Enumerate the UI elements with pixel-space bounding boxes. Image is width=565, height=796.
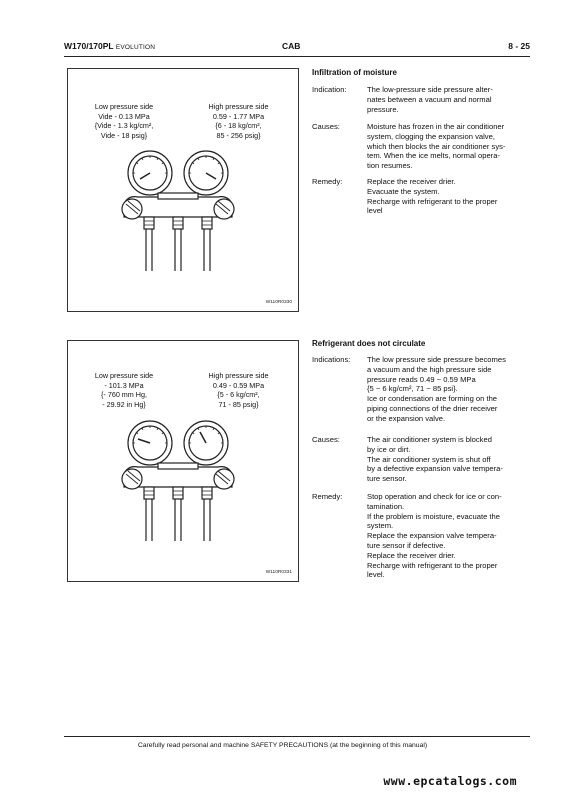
website-watermark[interactable]: www.epcatalogs.com (383, 774, 517, 788)
entry-moisture-indication (312, 85, 534, 114)
header-section: CAB (282, 41, 301, 51)
entry-line: Stop operation and check for ice or con- (367, 492, 502, 501)
entry-line: tion resumes. (367, 161, 413, 171)
entry-line: The low-pressure side pressure alter- (367, 85, 493, 94)
header-divider (64, 56, 530, 57)
figure-text-line: 0.49 - 0.59 MPa (212, 380, 265, 390)
entry-line: which then blocks the air conditioner sys- (367, 141, 506, 151)
entry-line: Evacuate the system. (367, 186, 440, 196)
entry-line: piping connections of the drier receiver (367, 403, 498, 413)
entry-description (367, 355, 534, 424)
entry-line: tamination. (367, 501, 405, 511)
figure-moisture (67, 68, 299, 312)
entry-description (367, 435, 534, 484)
entry-line: Recharge with refrigerant to the proper (367, 196, 498, 206)
entry-line: {5 ~ 6 kg/cm², 71 ~ 85 psi}. (367, 384, 458, 394)
manifold-gauge-illustration (108, 149, 258, 274)
entry-line: If the problem is moisture, evacuate the (367, 511, 500, 521)
entry-line: by ice or dirt. (367, 444, 411, 454)
entry-line: The low pressure side pressure becomes (367, 355, 506, 364)
entry-term: Remedy: (312, 177, 343, 186)
footer-safety-note: Carefully read personal and machine SAFETY PRECAUTIONS (at the beginning of this manual) (137, 742, 428, 749)
entry-line: Ice or condensation are forming on the (367, 394, 498, 404)
header-page-number: 8 - 25 (508, 41, 530, 51)
figure-text-line: 71 - 85 psig} (218, 399, 259, 409)
figure-text-line: Low pressure side (94, 102, 154, 111)
entry-line: a vacuum and the high pressure side (367, 364, 492, 374)
section-title-moisture: Infiltration of moisture (312, 68, 397, 77)
entry-circulation-causes (312, 435, 534, 484)
entry-line: system. (367, 521, 394, 531)
figure-no-circulation (67, 340, 299, 582)
header-model (64, 41, 155, 51)
entry-line: system, clogging the expansion valve, (367, 131, 495, 141)
entry-description (367, 177, 534, 216)
entry-line: Recharge with refrigerant to the proper (367, 560, 498, 570)
entry-term: Indication: (312, 85, 347, 94)
manifold-gauge-illustration (108, 419, 258, 544)
figure-label: W110R0331 (265, 570, 292, 575)
figure-text-line: {- 760 mm Hg, (101, 390, 147, 399)
entry-moisture-causes (312, 122, 534, 171)
figure-text-line: {Vide - 1.3 kg/cm², (94, 121, 154, 130)
entry-line: level. (367, 570, 385, 580)
entry-line: ture sensor if defective. (367, 540, 446, 550)
entry-term: Causes: (312, 122, 340, 131)
header-model-suffix: EVOLUTION (115, 44, 156, 51)
entry-line: tem. When the ice melts, normal opera- (367, 151, 500, 161)
entry-line: Replace the expansion valve tempera- (367, 531, 497, 541)
entry-line: by a defective expansion valve tempera- (367, 464, 503, 474)
entry-line: or the expansion valve. (367, 413, 446, 423)
entry-moisture-remedy (312, 177, 534, 216)
figure-low-pressure-text (74, 102, 174, 140)
entry-term: Remedy: (312, 492, 343, 501)
figure-text-line: Vide - 0.13 MPa (98, 111, 150, 121)
entry-description (367, 122, 534, 171)
figure-text-line: 0.59 - 1.77 MPa (212, 111, 265, 121)
entry-line: The air conditioner system is blocked (367, 435, 492, 444)
entry-line: Replace the receiver drier. (367, 177, 456, 186)
figure-label: W110R0330 (265, 300, 292, 305)
entry-term: Causes: (312, 435, 340, 444)
entry-line: Replace the receiver drier. (367, 550, 456, 560)
figure-text-line: High pressure side (208, 371, 269, 380)
entry-line: The air conditioner system is shut off (367, 454, 491, 464)
figure-high-pressure-text (186, 102, 291, 140)
header-model-name: W170/170PL (64, 41, 114, 51)
entry-line: Moisture has frozen in the air conditioner (367, 122, 505, 131)
entry-term: Indications: (312, 355, 351, 364)
entry-circulation-indications (312, 355, 534, 424)
entry-circulation-remedy (312, 492, 534, 580)
figure-high-pressure-text (186, 371, 291, 409)
figure-text-line: - 101.3 MPa (104, 380, 144, 390)
figure-text-line: High pressure side (208, 102, 269, 111)
figure-text-line: Low pressure side (94, 371, 154, 380)
figure-text-line: {6 - 18 kg/cm², (215, 121, 262, 130)
figure-text-line: - 29.92 in Hg} (102, 399, 146, 409)
entry-line: pressure reads 0.49 ~ 0.59 MPa (367, 374, 476, 384)
entry-line: pressure. (367, 104, 399, 114)
figure-text-line: {5 - 6 kg/cm², (217, 390, 260, 399)
section-title-no-circulation: Refrigerant does not circulate (312, 339, 426, 348)
figure-low-pressure-text (74, 371, 174, 409)
figure-text-line: 85 - 256 psig} (216, 130, 261, 140)
entry-line: ture sensor. (367, 474, 407, 484)
figure-text-line: Vide - 18 psig} (100, 130, 148, 140)
entry-description (367, 85, 534, 114)
footer-divider (64, 736, 530, 737)
entry-line: nates between a vacuum and normal (367, 94, 492, 104)
entry-description (367, 492, 534, 580)
entry-line: level (367, 206, 383, 216)
